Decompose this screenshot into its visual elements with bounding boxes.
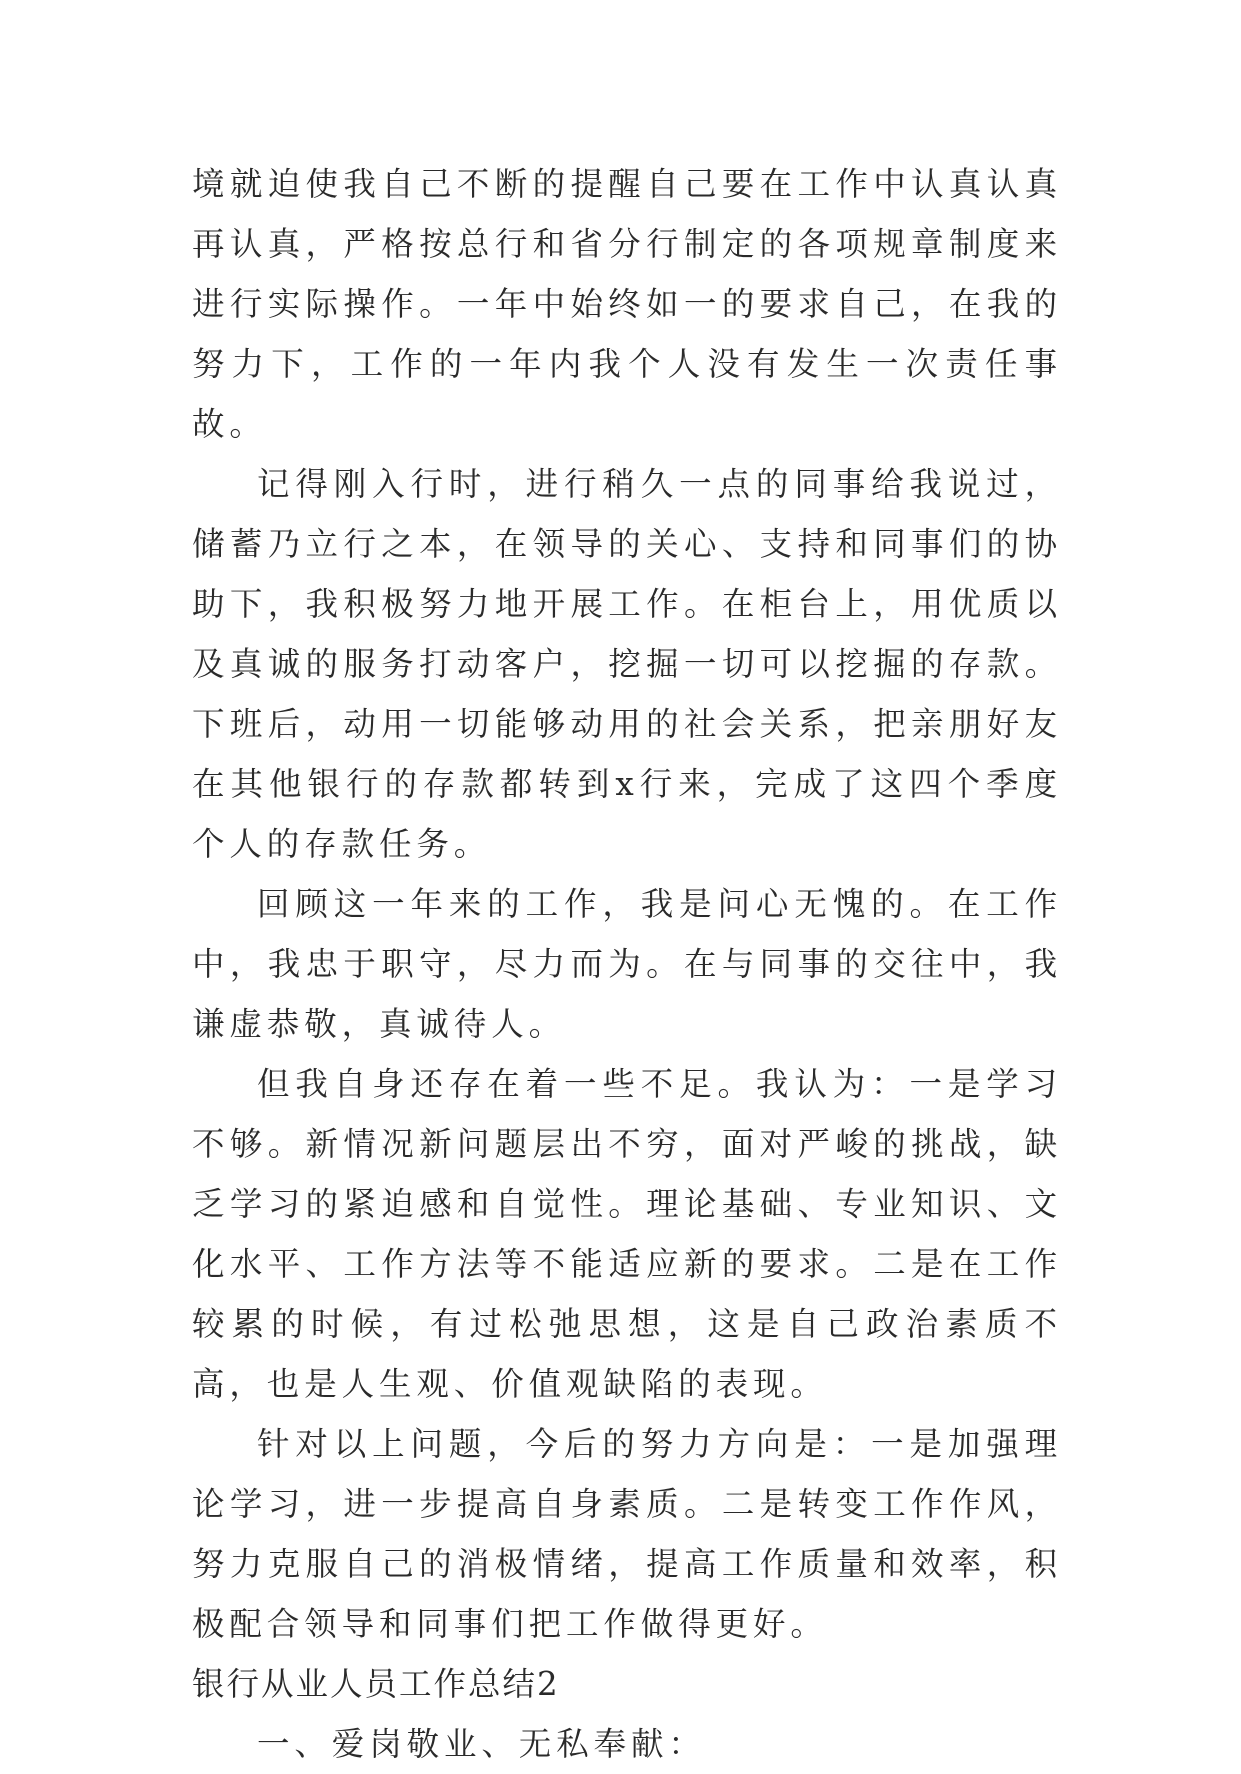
paragraph-continued: 境就迫使我自己不断的提醒自己要在工作中认真认真再认真，严格按总行和省分行制定的各项规章制度来进行实际操作。一年中始终如一的要求自己，在我的努力下，工作的一年内我个人没有发生一次责任事故。 [192,165,1062,443]
paragraph-shortcomings: 但我自身还存在着一些不足。我认为：一是学习不够。新情况新问题层出不穷，面对严峻的挑战，缺乏学习的紧迫感和自觉性。理论基础、专业知识、文化水平、工作方法等不能适应新的要求。二是在工作较累的时候，有过松弛思想，这是自己政治素质不高，也是人生观、价值观缺陷的表现。 [192,1065,1062,1403]
paragraph-deposit-work: 记得刚入行时，进行稍久一点的同事给我说过，储蓄乃立行之本，在领导的关心、支持和同事们的协助下，我积极努力地开展工作。在柜台上，用优质以及真诚的服务打动客户，挖掘一切可以挖掘的存款。下班后，动用一切能够动用的社会关系，把亲朋好友在其他银行的存款都转到x行来，完成了这四个季度个人的存款任务。 [192,465,1062,863]
section-first-item: 一、爱岗敬业、无私奉献： [257,1725,706,1763]
paragraph-review: 回顾这一年来的工作，我是问心无愧的。在工作中，我忠于职守，尽力而为。在与同事的交往中，我谦虚恭敬，真诚待人。 [192,885,1062,1043]
section-title: 银行从业人员工作总结2 [192,1665,560,1703]
document-body [192,154,1062,1774]
paragraph-improvement: 针对以上问题，今后的努力方向是：一是加强理论学习，进一步提高自身素质。二是转变工作作风，努力克服自己的消极情绪，提高工作质量和效率，积极配合领导和同事们把工作做得更好。 [192,1425,1062,1643]
